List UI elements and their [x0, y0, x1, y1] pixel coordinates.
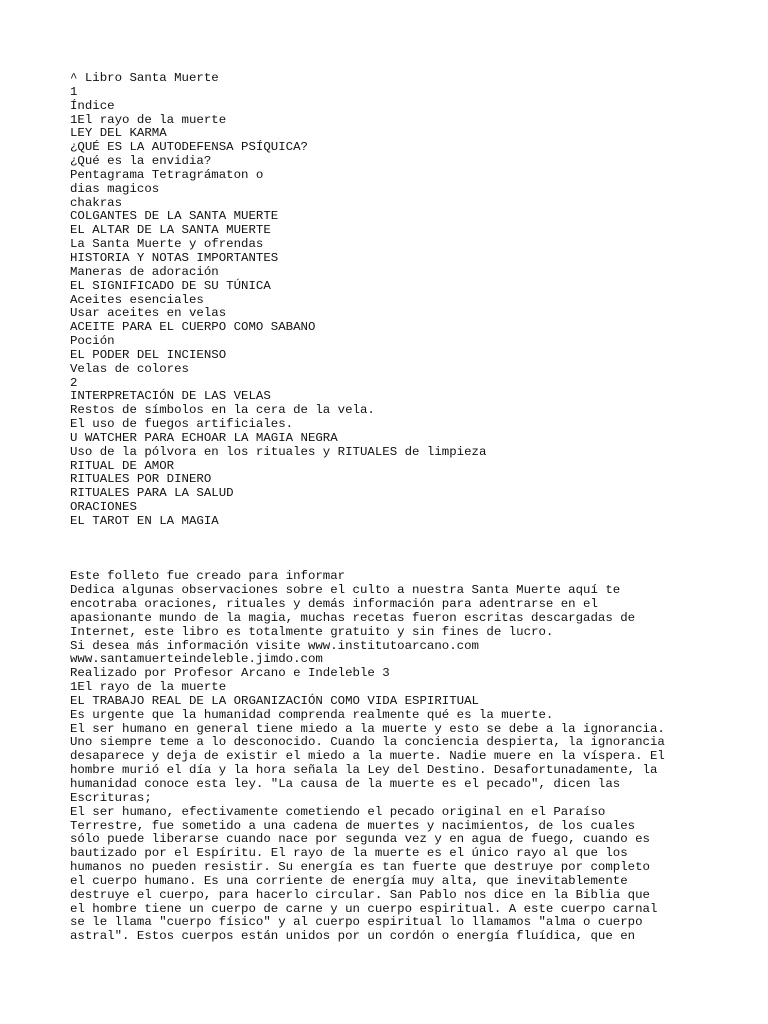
body-line: Terrestre, fue sometido a una cadena de muertes y nacimientos, de los cuales — [70, 818, 636, 833]
toc-line: LEY DEL KARMA — [70, 126, 167, 141]
toc-line: RITUALES PARA LA SALUD — [70, 486, 234, 501]
body-line: Si desea más información visite www.institutoarcano.com — [70, 638, 479, 653]
toc-line: ORACIONES — [70, 500, 137, 515]
toc-line: EL TAROT EN LA MAGIA — [70, 514, 219, 528]
toc-line: EL SIGNIFICADO DE SU TÚNICA — [70, 278, 271, 293]
body-line: encotraba oraciones, rituales y demás información para adentrarse en el — [70, 597, 598, 612]
toc-line: Índice — [70, 98, 115, 113]
body-line: Internet, este libro es totalmente gratuito y sin fines de lucro. — [70, 624, 554, 639]
toc-line: ACEITE PARA EL CUERPO COMO SABANO — [70, 320, 316, 335]
toc-line: 1El rayo de la muerte — [70, 112, 227, 127]
toc-line: ^ Libro Santa Muerte — [70, 71, 219, 85]
body-line: Escrituras; — [70, 790, 152, 805]
body-line: Realizado por Profesor Arcano e Indeleble 3 — [70, 666, 390, 681]
toc-line: Restos de símbolos en la cera de la vela. — [70, 403, 375, 418]
body-line: Uno siempre teme a lo desconocido. Cuando la conciencia despierta, la ignorancia — [70, 735, 665, 750]
toc-line: chakras — [70, 195, 123, 210]
toc-line: El uso de fuegos artificiales. — [70, 417, 294, 432]
body-line: www.santamuerteindeleble.jimdo.com — [70, 652, 323, 667]
toc-line: dias magicos — [70, 181, 160, 196]
document-page — [70, 72, 760, 944]
body-line: bautizado por el Espíritu. El rayo de la muerte es el único rayo al que los — [70, 846, 628, 861]
body-line: el cuerpo humano. Es una corriente de energía muy alta, que inevitablemente — [70, 873, 628, 888]
toc-line: ¿Qué es la envidia? — [70, 154, 212, 169]
body-line: humanidad conoce esta ley. "La causa de la muerte es el pecado", dicen las — [70, 777, 621, 791]
toc-line: RITUAL DE AMOR — [70, 458, 175, 473]
table-of-contents — [70, 72, 760, 529]
toc-line: Velas de colores — [70, 361, 189, 376]
body-line: Dedica algunas observaciones sobre el culto a nuestra Santa Muerte aquí te — [70, 583, 621, 598]
toc-line: INTERPRETACIÓN DE LAS VELAS — [70, 389, 271, 404]
body-line: Es urgente que la humanidad comprenda realmente qué es la muerte. — [70, 707, 554, 722]
body-line: El ser humano, efectivamente cometiendo el pecado original en el Paraíso — [70, 804, 606, 819]
body-line: destruye el cuerpo, para hacerlo circular. San Pablo nos dice en la Biblia que — [70, 887, 650, 902]
toc-line: Usar aceites en velas — [70, 306, 227, 321]
toc-line: RITUALES POR DINERO — [70, 472, 212, 487]
body-line: EL TRABAJO REAL DE LA ORGANIZACIÓN COMO VIDA ESPIRITUAL — [70, 693, 479, 708]
body-line: astral". Estos cuerpos están unidos por un cordón o energía fluídica, que en — [70, 929, 636, 944]
toc-line: EL PODER DEL INCIENSO — [70, 347, 227, 362]
toc-line: La Santa Muerte y ofrendas — [70, 237, 264, 252]
toc-line: EL ALTAR DE LA SANTA MUERTE — [70, 223, 271, 238]
body-text — [70, 570, 760, 944]
body-line: humanos no pueden resistir. Su energía es tan fuerte que destruye por completo — [70, 860, 650, 875]
body-line: hombre murió el día y la hora señala la Ley del Destino. Desafortunadamente, la — [70, 763, 658, 778]
toc-line: Aceites esenciales — [70, 292, 204, 307]
toc-line: Uso de la pólvora en los rituales y RITUALES de limpieza — [70, 444, 487, 459]
toc-line: ¿QUÉ ES LA AUTODEFENSA PSÍQUICA? — [70, 140, 308, 155]
toc-line: COLGANTES DE LA SANTA MUERTE — [70, 209, 279, 224]
toc-line: Maneras de adoración — [70, 264, 219, 279]
toc-line: U WATCHER PARA ECHOAR LA MAGIA NEGRA — [70, 430, 338, 445]
body-line: sólo puede liberarse cuando nace por segunda vez y en agua de fuego, cuando es — [70, 832, 650, 847]
body-line: 1El rayo de la muerte — [70, 680, 227, 695]
toc-line: HISTORIA Y NOTAS IMPORTANTES — [70, 250, 279, 265]
body-line: El ser humano en general tiene miedo a la muerte y esto se debe a la ignorancia. — [70, 721, 665, 736]
body-line: se le llama "cuerpo físico" y al cuerpo espiritual lo llamamos "alma o cuerpo — [70, 915, 643, 930]
body-line: el hombre tiene un cuerpo de carne y un cuerpo espiritual. A este cuerpo carnal — [70, 901, 658, 916]
toc-line: 1 — [70, 84, 78, 99]
toc-line: Poción — [70, 334, 115, 349]
body-line: Este folleto fue creado para informar — [70, 569, 346, 584]
section-gap — [70, 529, 760, 571]
body-line: apasionante mundo de la magia, muchas recetas fueron escritas descargadas de — [70, 610, 636, 625]
body-line: desaparece y deja de existir el miedo a la muerte. Nadie muere en la víspera. El — [70, 749, 665, 764]
toc-line: 2 — [70, 375, 78, 390]
toc-line: Pentagrama Tetragrámaton o — [70, 167, 264, 182]
